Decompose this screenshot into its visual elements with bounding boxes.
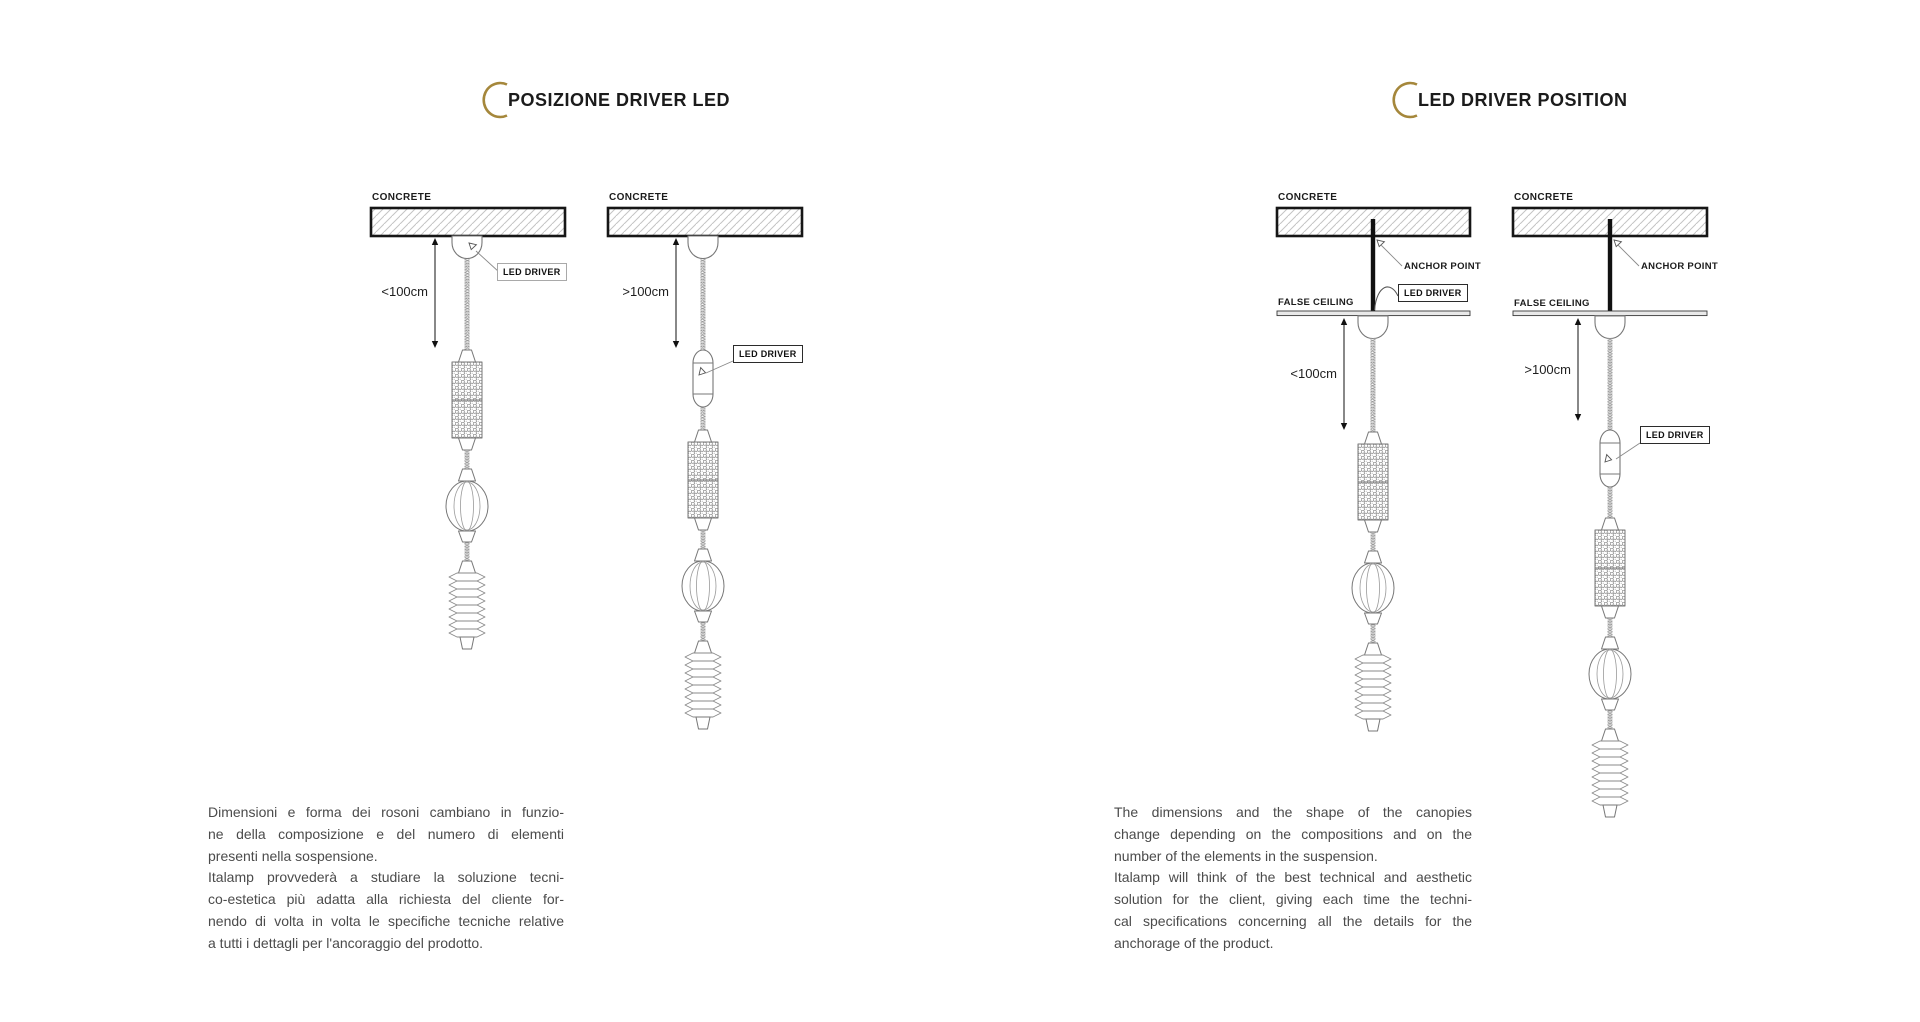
anchor-leader-line <box>1381 245 1402 266</box>
dimension-line <box>1575 318 1581 421</box>
paragraph-line: solution for the client, giving each time the techni- <box>1114 891 1472 908</box>
distance-label: >100cm <box>1524 362 1571 377</box>
suspension-cable <box>701 258 706 350</box>
suspension-cable <box>1371 338 1376 432</box>
distance-label: <100cm <box>381 284 428 299</box>
anchor-point-label: ANCHOR POINT <box>1404 261 1481 272</box>
led-driver-label: LED DRIVER <box>1640 426 1710 444</box>
led-driver-label: LED DRIVER <box>497 263 567 281</box>
canopy <box>688 236 718 259</box>
dimension-line <box>432 238 438 348</box>
pendant-chain <box>1352 432 1394 731</box>
paragraph-line: number of the elements in the suspension. <box>1114 847 1378 864</box>
false-ceiling-bar <box>1513 311 1707 316</box>
paragraph-line: Italamp will think of the best technical and aesthetic <box>1114 869 1472 886</box>
dimension-line <box>673 238 679 348</box>
anchor-leader-line <box>1618 245 1639 266</box>
canopy <box>452 236 482 259</box>
led-driver-label: LED DRIVER <box>733 345 803 363</box>
concrete-slab <box>608 208 802 236</box>
paragraph-line: The dimensions and the shape of the canopies <box>1114 804 1472 820</box>
paragraph-line: presenti nella sospensione. <box>208 847 378 864</box>
paragraph-line: ne della composizione e del numero di elementi <box>208 825 564 842</box>
page-title-english: LED DRIVER POSITION <box>1418 89 1628 110</box>
canopy <box>1595 316 1625 339</box>
false-ceiling-label: FALSE CEILING <box>1278 297 1354 308</box>
concrete-label: CONCRETE <box>1278 192 1338 203</box>
paragraph-line: a tutti i dettagli per l'ancoraggio del prodotto. <box>208 934 484 951</box>
dimension-line <box>1341 318 1347 430</box>
distance-label: <100cm <box>1290 366 1337 381</box>
suspension-cable <box>465 258 470 351</box>
paragraph-line: nendo di volta in volta le specifiche tecniche relative <box>208 912 564 929</box>
paragraph-line: change depending on the compositions and on the <box>1114 825 1472 842</box>
canopy <box>1358 316 1388 339</box>
pendant-chain <box>682 430 724 729</box>
paragraph-line: co-estetica più adatta alla richiesta del cliente for- <box>208 891 564 908</box>
leader-line <box>476 251 499 272</box>
paragraph-line: Italamp provvederà a studiare la soluzione tecni- <box>208 869 564 886</box>
false-ceiling-bar <box>1277 311 1470 316</box>
pendant-chain <box>446 350 488 649</box>
suspension-cable <box>1608 338 1613 430</box>
paragraph-line: cal specifications concerning all the details for the <box>1114 912 1472 929</box>
anchor-rod <box>1608 219 1612 313</box>
driver-leader-curve <box>1375 287 1399 310</box>
concrete-slab <box>371 208 565 236</box>
concrete-label: CONCRETE <box>609 192 669 203</box>
paragraph-english <box>1114 802 1472 955</box>
distance-label: >100cm <box>622 284 669 299</box>
page-title-italian: POSIZIONE DRIVER LED <box>508 89 731 110</box>
concrete-label: CONCRETE <box>372 192 432 203</box>
anchor-rod <box>1371 219 1375 313</box>
paragraph-italian <box>208 802 564 955</box>
false-ceiling-label: FALSE CEILING <box>1514 298 1590 309</box>
pendant-chain <box>1589 518 1631 817</box>
anchor-cursor-arrow <box>1614 240 1621 247</box>
suspension-cable <box>1608 487 1613 518</box>
anchor-cursor-arrow <box>1377 240 1384 247</box>
paragraph-line: Dimensioni e forma dei rosoni cambiano in funzio- <box>208 804 564 820</box>
suspension-cable <box>701 407 706 430</box>
paragraph-line: anchorage of the product. <box>1114 934 1274 951</box>
led-driver-label: LED DRIVER <box>1398 284 1468 302</box>
anchor-point-label: ANCHOR POINT <box>1641 261 1718 272</box>
led-driver-capsule <box>693 350 713 407</box>
concrete-label: CONCRETE <box>1514 192 1574 203</box>
